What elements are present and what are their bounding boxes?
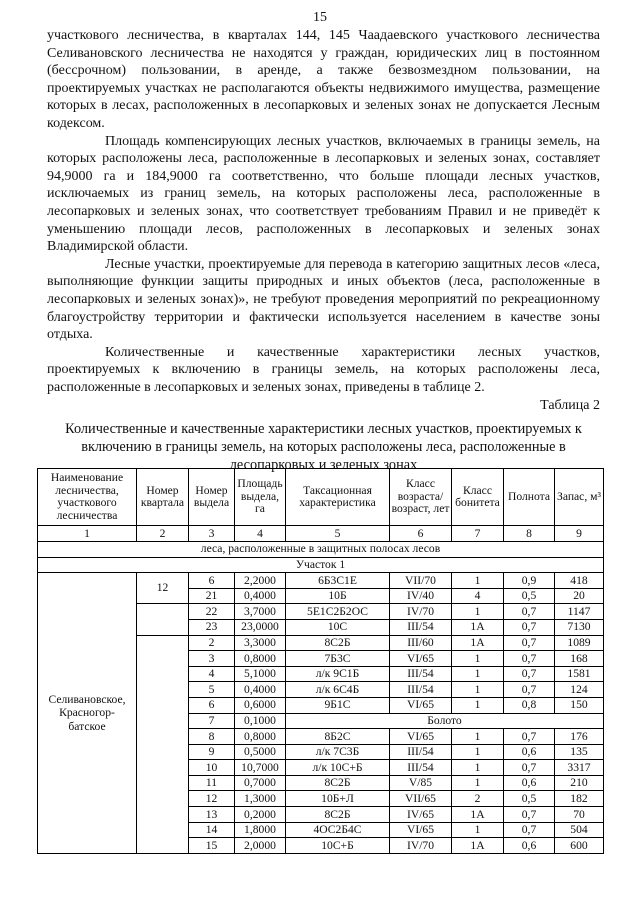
forest-plots-table: [37, 468, 604, 854]
table-cell: 15: [189, 838, 235, 854]
table-cell: 0,4000: [235, 588, 286, 604]
column-number-row: [38, 526, 604, 542]
table-cell: 0,1000: [235, 713, 286, 729]
table-cell: VII/65: [390, 791, 452, 807]
table-cell: 0,7: [504, 651, 555, 667]
table-cell: 6: [189, 573, 235, 589]
table-cell: л/к 10С+Б: [286, 760, 390, 776]
table-cell: 1089: [555, 635, 604, 651]
table-cell: 4ОС2Б4С: [286, 822, 390, 838]
table-cell: 3: [189, 651, 235, 667]
table-cell: 8Б2С: [286, 729, 390, 745]
table-cell: л/к 9С1Б: [286, 666, 390, 682]
table-cell: 1: [452, 822, 504, 838]
column-number: 3: [189, 526, 235, 542]
table-cell: 1581: [555, 666, 604, 682]
table-cell: 8С2Б: [286, 635, 390, 651]
table-cell: 0,8000: [235, 729, 286, 745]
column-number: 9: [555, 526, 604, 542]
table-cell: 0,7: [504, 635, 555, 651]
table-cell: 1: [452, 760, 504, 776]
table-cell: 23: [189, 619, 235, 635]
table-cell: III/54: [390, 682, 452, 698]
table-cell: 6: [189, 697, 235, 713]
page-number: 15: [313, 10, 327, 25]
table-cell: 9: [189, 744, 235, 760]
table-cell: 10Б: [286, 588, 390, 604]
table-cell: 12: [189, 791, 235, 807]
subsection-title: Участок 1: [38, 557, 604, 573]
table-header-row: [38, 469, 604, 526]
table-cell: 1: [452, 573, 504, 589]
table-cell: 21: [189, 588, 235, 604]
column-number: 6: [390, 526, 452, 542]
table-cell: 6Б3С1Е: [286, 573, 390, 589]
table-cell: 70: [555, 807, 604, 823]
header-cell: Класс возраста/ возраст, лет: [390, 469, 452, 526]
table-cell: 0,7000: [235, 775, 286, 791]
table-cell: 0,6000: [235, 697, 286, 713]
table-cell: 0,4000: [235, 682, 286, 698]
forestry-name-cell: Селивановское, Красногор-батское: [38, 573, 137, 854]
table-cell: IV/40: [390, 588, 452, 604]
table-cell: 1,8000: [235, 822, 286, 838]
table-cell: 1: [452, 744, 504, 760]
column-number: 1: [38, 526, 137, 542]
table-cell: 0,7: [504, 729, 555, 745]
table-cell: III/54: [390, 744, 452, 760]
table-cell: 20: [555, 588, 604, 604]
column-number: 8: [504, 526, 555, 542]
table-cell: 210: [555, 775, 604, 791]
table-cell: 0,5: [504, 791, 555, 807]
table-cell: 5Е1С2Б2ОС: [286, 604, 390, 620]
table-cell: 1: [452, 729, 504, 745]
table-cell: 1: [452, 682, 504, 698]
table-cell: III/54: [390, 666, 452, 682]
quarter-blank-cell: [137, 604, 189, 635]
header-cell: Наименование лесничества, участкового лесничества: [38, 469, 137, 526]
table-cell: 1: [452, 604, 504, 620]
table-label: Таблица 2: [540, 398, 600, 414]
table-cell: 8: [189, 729, 235, 745]
table-cell: 10,7000: [235, 760, 286, 776]
table-cell: 0,7: [504, 604, 555, 620]
table-cell: VI/65: [390, 729, 452, 745]
table-cell: 1: [452, 651, 504, 667]
table-cell: 150: [555, 697, 604, 713]
table-cell: 5: [189, 682, 235, 698]
table-cell: 4: [189, 666, 235, 682]
table-cell: 1А: [452, 619, 504, 635]
quarter-number-cell: 12: [137, 573, 189, 604]
table-cell: IV/70: [390, 838, 452, 854]
header-cell: Площадь выдела, га: [235, 469, 286, 526]
column-number: 2: [137, 526, 189, 542]
table-cell: 504: [555, 822, 604, 838]
table-cell: 5,1000: [235, 666, 286, 682]
table-cell: л/к 7С3Б: [286, 744, 390, 760]
table-cell: 10: [189, 760, 235, 776]
table-cell: VI/65: [390, 697, 452, 713]
table-cell: 23,0000: [235, 619, 286, 635]
table-cell: 13: [189, 807, 235, 823]
table-cell: 0,6: [504, 775, 555, 791]
table-cell: 1: [452, 775, 504, 791]
table-cell: III/54: [390, 760, 452, 776]
subsection-row: [38, 557, 604, 573]
table-cell: IV/65: [390, 807, 452, 823]
header-cell: Таксационная характеристика: [286, 469, 390, 526]
table-cell: 1: [452, 666, 504, 682]
table-cell: 124: [555, 682, 604, 698]
column-number: 7: [452, 526, 504, 542]
column-number: 4: [235, 526, 286, 542]
table-cell: 11: [189, 775, 235, 791]
header-cell: Запас, м³: [555, 469, 604, 526]
section-row: [38, 541, 604, 557]
table-cell: 0,7: [504, 619, 555, 635]
table-cell: 3,7000: [235, 604, 286, 620]
header-cell: Номер выдела: [189, 469, 235, 526]
table-cell: 1А: [452, 635, 504, 651]
table-cell: 0,6: [504, 838, 555, 854]
table-title: Количественные и качественные характеристики лесных участков, проектируемых к включению в границы земель, на которых расположены леса, расположенные в лесопарковых и зеленых зонах: [65, 421, 582, 474]
table-cell: 0,5000: [235, 744, 286, 760]
table-cell: 1147: [555, 604, 604, 620]
table-cell: V/85: [390, 775, 452, 791]
table-cell: 7130: [555, 619, 604, 635]
table-cell: 1А: [452, 838, 504, 854]
table-cell: 10С: [286, 619, 390, 635]
paragraph-3: Лесные участки, проектируемые для перевода в категорию защитных лесов «леса, выполняющие функции защиты природных и иных объектов (леса, расположенные в лесопарковых и зеленых зонах)», не требуют проведения мероприятий по рекреационному благоустройству территории и фактически используется населением в качестве зоны отдыха.: [47, 256, 600, 343]
table-cell: 9Б1С: [286, 697, 390, 713]
table-cell: л/к 6С4Б: [286, 682, 390, 698]
header-cell: Полнота: [504, 469, 555, 526]
table-cell: IV/70: [390, 604, 452, 620]
header-cell: Номер квартала: [137, 469, 189, 526]
table-cell: 4: [452, 588, 504, 604]
table-cell: 600: [555, 838, 604, 854]
table-cell: 22: [189, 604, 235, 620]
table-cell: 0,8000: [235, 651, 286, 667]
section-title: леса, расположенные в защитных полосах лесов: [38, 541, 604, 557]
table-cell: III/60: [390, 635, 452, 651]
table-cell: VI/65: [390, 822, 452, 838]
table-cell: 8С2Б: [286, 775, 390, 791]
table-cell: 10С+Б: [286, 838, 390, 854]
table-cell: 3,3000: [235, 635, 286, 651]
bog-label: Болото: [286, 713, 604, 729]
table-cell: 8С2Б: [286, 807, 390, 823]
table-cell: 0,6: [504, 744, 555, 760]
column-number: 5: [286, 526, 390, 542]
table-cell: 0,7: [504, 666, 555, 682]
table-cell: 2,2000: [235, 573, 286, 589]
table-cell: 0,9: [504, 573, 555, 589]
table-cell: 418: [555, 573, 604, 589]
table-cell: 1А: [452, 807, 504, 823]
table-cell: 2: [189, 635, 235, 651]
table-cell: 0,7: [504, 822, 555, 838]
table-cell: III/54: [390, 619, 452, 635]
table-cell: 7: [189, 713, 235, 729]
table-cell: 14: [189, 822, 235, 838]
table-cell: 135: [555, 744, 604, 760]
quarter-number-cell: [137, 635, 189, 853]
table-cell: 1,3000: [235, 791, 286, 807]
paragraph-1: участкового лесничества, в кварталах 144, 145 Чаадаевского участкового лесничества Селивановского лесничества не находятся у граждан, юридических лиц в постоянном (бессрочном) пользовании, в аренде, а также безвозмездном пользовании, на проектируемых участках не располагаются объекты недвижимого имущества, размещение которых в лесах, расположенных в лесопарковых и зеленых зонах не допускается Лесным кодексом.: [47, 28, 600, 131]
table-cell: 0,2000: [235, 807, 286, 823]
table-cell: 10Б+Л: [286, 791, 390, 807]
table-cell: 0,7: [504, 682, 555, 698]
paragraph-4: Количественные и качественные характеристики лесных участков, проектируемых к включению в границы земель, на которых расположены леса, расположенные в лесопарковых и зеленых зонах, приведены в таблице 2.: [47, 344, 600, 395]
table-cell: VI/65: [390, 651, 452, 667]
header-cell: Класс бонитета: [452, 469, 504, 526]
body-text: [47, 27, 600, 475]
table-cell: 0,7: [504, 807, 555, 823]
table-cell: 0,8: [504, 697, 555, 713]
table-cell: VII/70: [390, 573, 452, 589]
table-cell: 176: [555, 729, 604, 745]
table-cell: 2: [452, 791, 504, 807]
table-cell: 7Б3С: [286, 651, 390, 667]
table-cell: 168: [555, 651, 604, 667]
table-cell: 1: [452, 697, 504, 713]
table-cell: 182: [555, 791, 604, 807]
table-cell: 0,7: [504, 760, 555, 776]
table-cell: 3317: [555, 760, 604, 776]
table-row: [38, 573, 604, 589]
table-cell: 0,5: [504, 588, 555, 604]
paragraph-2: Площадь компенсирующих лесных участков, включаемых в границы земель, на которых расположены леса, расположенные в лесопарковых и зеленых зонах, составляет 94,9000 га и 184,9000 га соответственно, что больше площади лесных участков, исключаемых из границ земель, на которых расположены леса, расположенные в лесопарковых и зеленых зонах, что соответствует требованиям Правил и не приведёт к уменьшению площади лесов, расположенных в лесопарковых и зеленых зонах Владимирской области.: [47, 133, 600, 255]
table-cell: 2,0000: [235, 838, 286, 854]
